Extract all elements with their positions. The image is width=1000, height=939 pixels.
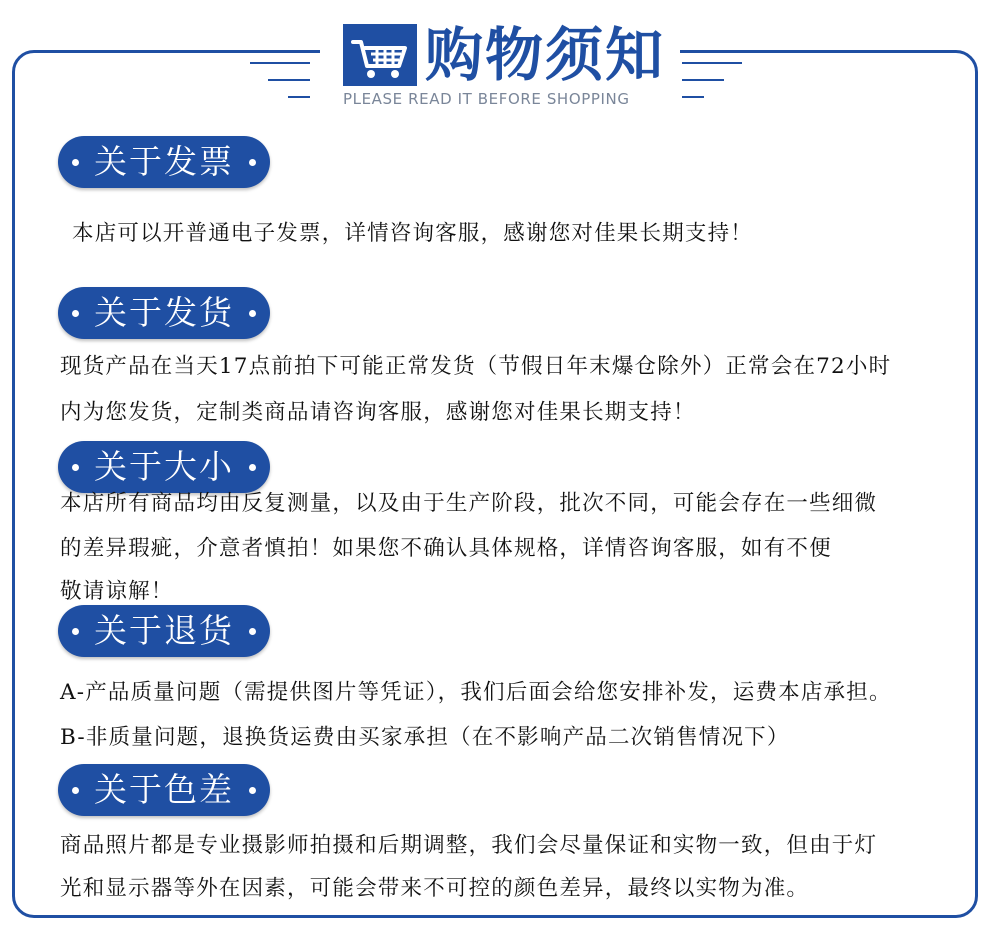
header-deco-line <box>268 79 310 81</box>
section-heading-label: 关于发货 <box>94 293 234 332</box>
page-subtitle: PLEASE READ IT BEFORE SHOPPING <box>343 90 630 108</box>
section-text-line: B-非质量问题，退换货运费由买家承担（在不影响产品二次销售情况下） <box>60 725 790 750</box>
section-heading-label: 关于退货 <box>94 611 234 650</box>
shopping-cart-icon <box>343 24 417 86</box>
section-heading-returns <box>58 605 270 657</box>
header-deco-line <box>682 96 704 98</box>
header-deco-line <box>288 96 310 98</box>
section-text-line: 的差异瑕疵，介意者慎拍！如果您不确认具体规格，详情咨询客服，如有不便 <box>60 536 832 561</box>
section-text-line: A-产品质量问题（需提供图片等凭证），我们后面会给您安排补发，运费本店承担。 <box>60 680 892 705</box>
bullet-dot <box>249 464 256 471</box>
bullet-dot <box>249 787 256 794</box>
section-text-line: 本店可以开普通电子发票，详情咨询客服，感谢您对佳果长期支持！ <box>72 221 754 246</box>
section-heading-label: 关于大小 <box>94 447 234 486</box>
section-text-line: 本店所有商品均由反复测量，以及由于生产阶段，批次不同，可能会存在一些细微 <box>60 491 878 516</box>
section-text-line: 内为您发货，定制类商品请咨询客服，感谢您对佳果长期支持！ <box>60 400 696 425</box>
section-heading-color-difference <box>58 764 270 816</box>
section-text-line: 现货产品在当天17点前拍下可能正常发货（节假日年末爆仓除外）正常会在72小时 <box>60 354 892 379</box>
section-heading-invoice <box>58 136 270 188</box>
logo-badge <box>343 24 417 86</box>
section-heading-shipping <box>58 287 270 339</box>
bullet-dot <box>249 310 256 317</box>
bullet-dot <box>249 159 256 166</box>
section-heading-label: 关于色差 <box>94 770 234 809</box>
header-deco-line <box>682 62 742 64</box>
section-heading-label: 关于发票 <box>94 142 234 181</box>
header-deco-line <box>682 79 724 81</box>
header-deco-line <box>250 62 310 64</box>
page-title: 购物须知 <box>425 21 666 89</box>
section-text-line: 敬请谅解！ <box>60 579 174 604</box>
section-text-line: 商品照片都是专业摄影师拍摄和后期调整，我们会尽量保证和实物一致，但由于灯 <box>60 833 878 858</box>
bullet-dot <box>249 628 256 635</box>
section-text-line: 光和显示器等外在因素，可能会带来不可控的颜色差异，最终以实物为准。 <box>60 876 810 901</box>
